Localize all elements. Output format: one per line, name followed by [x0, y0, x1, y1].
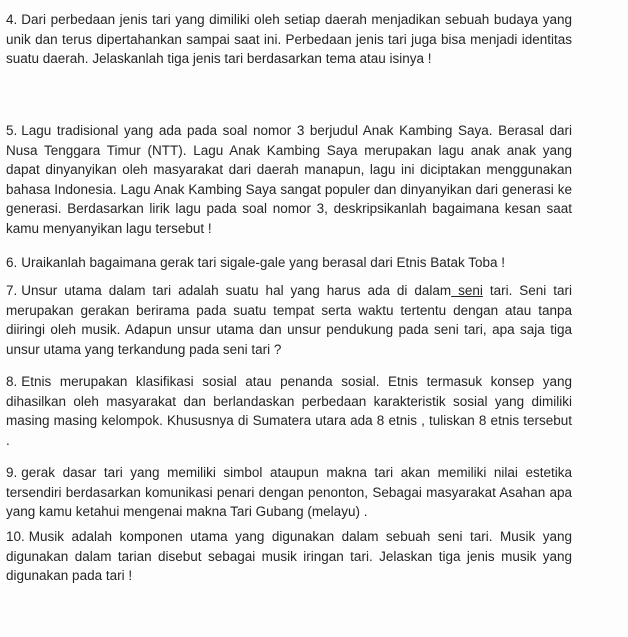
question-4-text: Dari perbedaan jenis tari yang dimiliki oleh setiap daerah menjadikan sebuah budaya yang unik dan terus dipertahankan sampai saat ini. Perbedaan jenis tari juga bisa menjadi identitas suatu daerah. Jelaskanlah tiga jenis tari berdasarkan tema atau isinya ! — [6, 12, 572, 66]
question-6 — [6, 253, 572, 273]
question-7-text-after: tari. Seni tari merupakan gerakan berirama pada suatu tempat serta waktu tertentu dengan atau tanpa diiringi oleh musik. Adapun unsur utama dan unsur pendukung pada seni tari, apa saja tiga unsur utama yang terkandung pada seni tari ? — [6, 283, 572, 357]
question-9-text: gerak dasar tari yang memiliki simbol ataupun makna tari akan memiliki nilai estetika tersendiri berdasarkan komunikasi penari dengan penonton, Sebagai masyarakat Asahan apa yang kamu ketahui mengenai makna Tari Gubang (melayu) . — [6, 465, 572, 519]
question-7-text-before: Unsur utama dalam tari adalah suatu hal yang harus ada di dalam — [21, 283, 452, 298]
question-9 — [6, 463, 572, 522]
question-5-number: 5. — [6, 123, 18, 138]
question-4-number: 4. — [6, 12, 18, 27]
question-7-underlined-word: seni — [451, 283, 483, 298]
question-6-number: 6. — [6, 255, 18, 270]
question-6-text: Uraikanlah bagaimana gerak tari sigale-gale yang berasal dari Etnis Batak Toba ! — [21, 255, 506, 270]
question-8 — [6, 372, 572, 450]
question-8-text: Etnis merupakan klasifikasi sosial atau penanda sosial. Etnis termasuk konsep yang dihasilkan oleh masyarakat dan berlandaskan perbedaan karakteristik sosial yang dimiliki masing masing kelompok. Khususnya di Sumatera utara ada 8 etnis , tuliskan 8 etnis tersebut . — [6, 374, 572, 448]
question-9-number: 9. — [6, 465, 18, 480]
question-5 — [6, 121, 572, 238]
question-10 — [6, 527, 572, 586]
question-7 — [6, 281, 572, 359]
question-10-number: 10. — [6, 529, 25, 544]
question-8-number: 8. — [6, 374, 18, 389]
question-4 — [6, 10, 572, 69]
question-5-text: Lagu tradisional yang ada pada soal nomor 3 berjudul Anak Kambing Saya. Berasal dari Nusa Tenggara Timur (NTT). Lagu Anak Kambing Saya merupakan lagu anak anak yang dapat dinyanyikan oleh masyarakat dari daerah manapun, lagu ini diciptakan menggunakan bahasa Indonesia. Lagu Anak Kambing Saya sangat populer dan dinyanyikan dari generasi ke generasi. Berdasarkan lirik lagu pada soal nomor 3, deskripsikanlah bagaimana kesan saat kamu menyanyikan lagu tersebut ! — [6, 123, 572, 236]
question-7-number: 7. — [6, 283, 18, 298]
question-10-text: Musik adalah komponen utama yang digunakan dalam sebuah seni tari. Musik yang digunakan dalam tarian disebut sebagai musik iringan tari. Jelaskan tiga jenis musik yang digunakan pada tari ! — [6, 529, 572, 583]
